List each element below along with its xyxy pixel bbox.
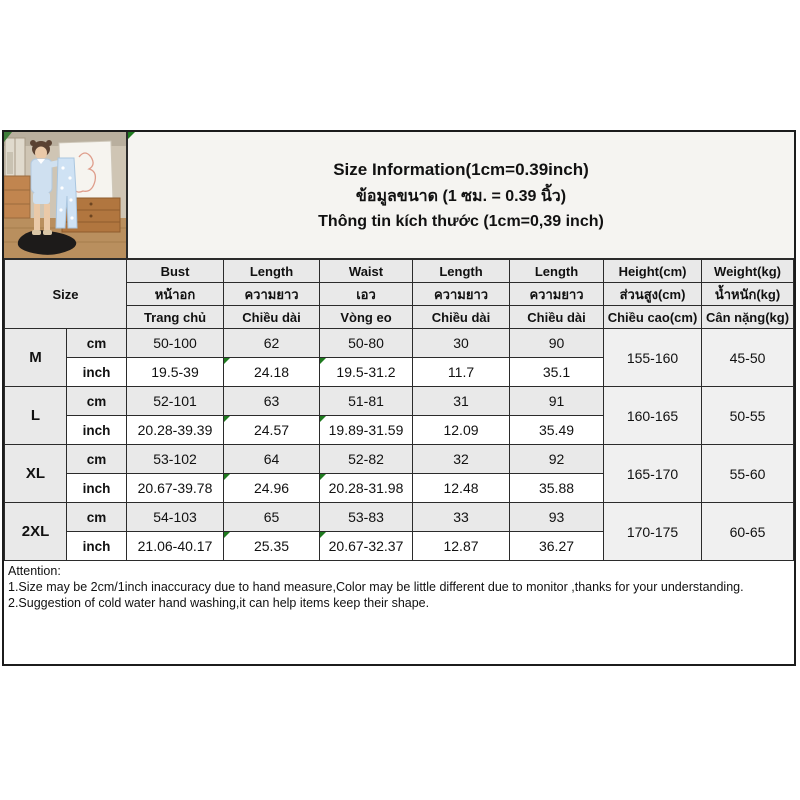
col-height-en: Height(cm)	[604, 260, 702, 283]
col-length1-en: Length	[224, 260, 320, 283]
cell: 24.18	[224, 358, 320, 387]
attention-note	[4, 561, 794, 664]
col-length3-en: Length	[510, 260, 604, 283]
cell: 32	[413, 445, 510, 474]
table-row	[5, 329, 794, 358]
wooden-shelf	[4, 176, 30, 218]
cell: 50-100	[127, 329, 224, 358]
title-thai: ข้อมูลขนาด (1 ซม. = 0.39 นิ้ว)	[355, 187, 567, 205]
cell: 20.28-39.39	[127, 416, 224, 445]
cell-height: 165-170	[604, 445, 702, 503]
unit-label: inch	[67, 416, 127, 445]
col-length2-en: Length	[413, 260, 510, 283]
product-photo	[4, 132, 128, 258]
col-waist-th: เอว	[320, 283, 413, 306]
product-photo-illustration	[4, 132, 126, 258]
col-bust-th: หน้าอก	[127, 283, 224, 306]
cell: 19.5-39	[127, 358, 224, 387]
cell: 35.1	[510, 358, 604, 387]
cell: 33	[413, 503, 510, 532]
cell: 25.35	[224, 532, 320, 561]
cell-weight: 45-50	[702, 329, 794, 387]
cell: 20.67-32.37	[320, 532, 413, 561]
size-label-xl: XL	[5, 445, 67, 503]
unit-label: cm	[67, 445, 127, 474]
attention-line-1: 1.Size may be 2cm/1inch inaccuracy due to hand measure,Color may be little different due to monitor ,thanks for your understanding.	[8, 580, 744, 594]
cell: 93	[510, 503, 604, 532]
unit-label: cm	[67, 387, 127, 416]
size-header: Size	[5, 260, 127, 329]
col-length3-th: ความยาว	[510, 283, 604, 306]
cell: 12.87	[413, 532, 510, 561]
size-table	[4, 259, 794, 561]
cell: 91	[510, 387, 604, 416]
cell: 19.89-31.59	[320, 416, 413, 445]
cell-weight: 55-60	[702, 445, 794, 503]
cell: 12.09	[413, 416, 510, 445]
header-row-english	[5, 260, 794, 283]
cell: 11.7	[413, 358, 510, 387]
size-label-2xl: 2XL	[5, 503, 67, 561]
cell: 52-82	[320, 445, 413, 474]
table-row	[5, 503, 794, 532]
col-length3-vi: Chiều dài	[510, 306, 604, 329]
cell: 51-81	[320, 387, 413, 416]
col-length2-vi: Chiều dài	[413, 306, 510, 329]
col-length1-th: ความยาว	[224, 283, 320, 306]
cell: 90	[510, 329, 604, 358]
cell-height: 160-165	[604, 387, 702, 445]
col-height-th: ส่วนสูง(cm)	[604, 283, 702, 306]
cell: 64	[224, 445, 320, 474]
title-vietnamese: Thông tin kích thước (1cm=0,39 inch)	[318, 212, 604, 230]
cell: 65	[224, 503, 320, 532]
cell: 20.28-31.98	[320, 474, 413, 503]
cell: 50-80	[320, 329, 413, 358]
col-waist-en: Waist	[320, 260, 413, 283]
cell-height: 155-160	[604, 329, 702, 387]
cell: 35.88	[510, 474, 604, 503]
title-row	[4, 132, 794, 259]
cell: 53-83	[320, 503, 413, 532]
unit-label: cm	[67, 503, 127, 532]
table-row	[5, 445, 794, 474]
unit-label: inch	[67, 532, 127, 561]
unit-label: inch	[67, 474, 127, 503]
attention-heading: Attention:	[8, 564, 61, 578]
size-label-m: M	[5, 329, 67, 387]
col-height-vi: Chiều cao(cm)	[604, 306, 702, 329]
size-information-title	[128, 132, 794, 258]
cell: 20.67-39.78	[127, 474, 224, 503]
col-weight-th: น้ำหนัก(kg)	[702, 283, 794, 306]
cell: 12.48	[413, 474, 510, 503]
cell-weight: 60-65	[702, 503, 794, 561]
col-weight-en: Weight(kg)	[702, 260, 794, 283]
unit-label: cm	[67, 329, 127, 358]
table-row	[5, 387, 794, 416]
cell: 36.27	[510, 532, 604, 561]
size-chart-sheet	[2, 130, 796, 666]
col-length2-th: ความยาว	[413, 283, 510, 306]
cell: 21.06-40.17	[127, 532, 224, 561]
cell: 92	[510, 445, 604, 474]
col-bust-vi: Trang chủ	[127, 306, 224, 329]
cell: 31	[413, 387, 510, 416]
cell: 52-101	[127, 387, 224, 416]
col-length1-vi: Chiều dài	[224, 306, 320, 329]
attention-line-2: 2.Suggestion of cold water hand washing,it can help items keep their shape.	[8, 596, 430, 610]
cell-height: 170-175	[604, 503, 702, 561]
cell: 53-102	[127, 445, 224, 474]
col-waist-vi: Vòng eo	[320, 306, 413, 329]
cell: 30	[413, 329, 510, 358]
unit-label: inch	[67, 358, 127, 387]
cell: 35.49	[510, 416, 604, 445]
cell: 62	[224, 329, 320, 358]
cell-weight: 50-55	[702, 387, 794, 445]
col-weight-vi: Cân nặng(kg)	[702, 306, 794, 329]
cell: 24.57	[224, 416, 320, 445]
col-bust-en: Bust	[127, 260, 224, 283]
title-english: Size Information(1cm=0.39inch)	[333, 159, 589, 179]
cell: 24.96	[224, 474, 320, 503]
cell: 63	[224, 387, 320, 416]
cell: 19.5-31.2	[320, 358, 413, 387]
cell: 54-103	[127, 503, 224, 532]
size-label-l: L	[5, 387, 67, 445]
